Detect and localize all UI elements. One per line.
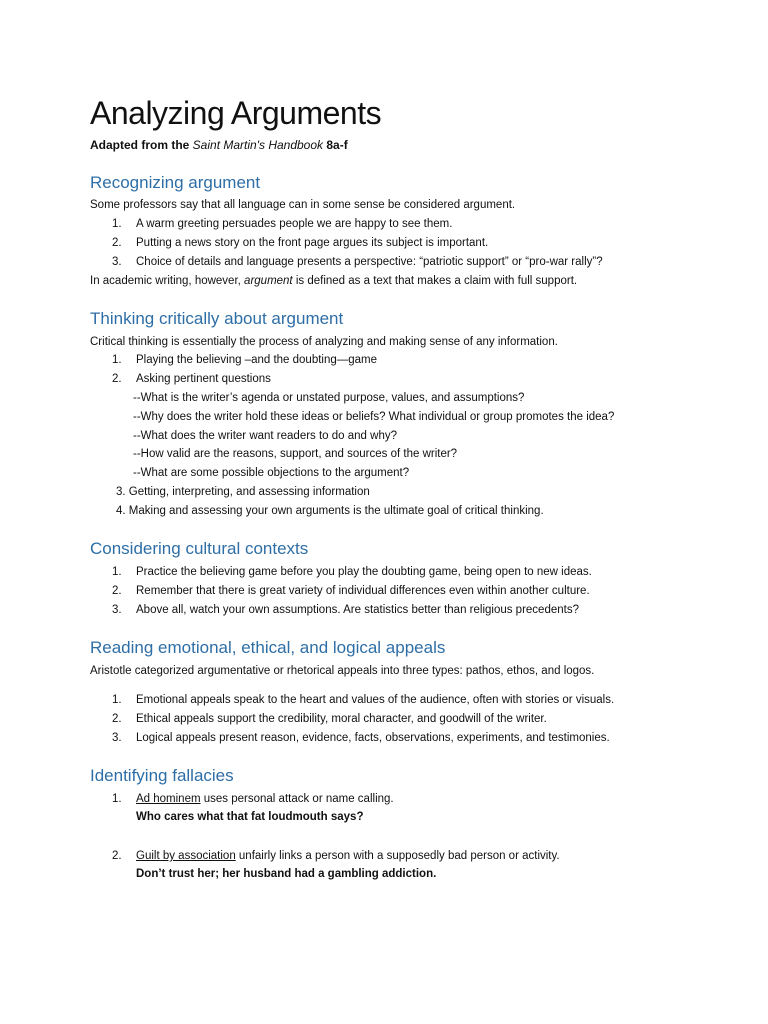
- fallacy-item: [136, 849, 560, 864]
- fallacy-term: Ad hominem: [136, 793, 201, 805]
- list-item: Asking pertinent questions: [136, 373, 271, 385]
- list-number: 1.: [112, 354, 122, 366]
- fallacy-example: Who cares what that fat loudmouth says?: [136, 811, 364, 823]
- recognizing-closing: [90, 274, 577, 289]
- list-number: 1.: [112, 793, 122, 805]
- list-item: Logical appeals present reason, evidence, facts, observations, experiments, and testimonies.: [136, 732, 610, 744]
- list-number: 2.: [112, 713, 122, 725]
- list-number: 1.: [112, 218, 122, 230]
- list-item: Emotional appeals speak to the heart and values of the audience, often with stories or visuals.: [136, 694, 615, 706]
- appeals-intro: Aristotle categorized argumentative or rhetorical appeals into three types: pathos, ethos, and logos.: [90, 665, 595, 677]
- heading-fallacies: Identifying fallacies: [90, 766, 234, 785]
- list-number: 2.: [112, 373, 122, 385]
- closing-before: In academic writing, however,: [90, 275, 245, 287]
- list-item: Ethical appeals support the credibility, moral character, and goodwill of the writer.: [136, 713, 547, 725]
- heading-thinking: Thinking critically about argument: [90, 309, 344, 328]
- question-item: --What does the writer want readers to do and why?: [133, 430, 397, 442]
- fallacy-term: Guilt by association: [136, 850, 236, 862]
- fallacy-item: [136, 792, 394, 807]
- list-item: A warm greeting persuades people we are happy to see them.: [136, 218, 453, 230]
- fallacy-desc: unfairly links a person with a supposedly bad person or activity.: [235, 850, 560, 862]
- heading-appeals: Reading emotional, ethical, and logical appeals: [90, 638, 446, 657]
- list-number: 1.: [112, 566, 122, 578]
- list-item: Practice the believing game before you play the doubting game, being open to new ideas.: [136, 566, 592, 578]
- page-title: Analyzing Arguments: [90, 95, 382, 131]
- heading-recognizing: Recognizing argument: [90, 173, 261, 192]
- fallacy-desc: uses personal attack or name calling.: [200, 793, 394, 805]
- list-number: 3.: [112, 256, 122, 268]
- fallacy-example: Don’t trust her; her husband had a gambling addiction.: [136, 868, 437, 880]
- thinking-intro: Critical thinking is essentially the process of analyzing and making sense of any information.: [90, 336, 558, 348]
- list-item: Putting a news story on the front page argues its subject is important.: [136, 237, 489, 249]
- list-number: 3.: [112, 604, 122, 616]
- closing-term: argument: [244, 275, 293, 287]
- list-item: 3. Getting, interpreting, and assessing information: [116, 486, 370, 498]
- list-item: 4. Making and assessing your own arguments is the ultimate goal of critical thinking.: [116, 505, 544, 517]
- list-item: Above all, watch your own assumptions. Are statistics better than religious precedents?: [136, 604, 579, 616]
- source-line: [90, 138, 348, 152]
- list-number: 2.: [112, 850, 122, 862]
- closing-after: is defined as a text that makes a claim with full support.: [292, 275, 578, 287]
- source-prefix: Adapted from the: [90, 138, 193, 152]
- list-number: 1.: [112, 694, 122, 706]
- question-item: --What are some possible objections to the argument?: [133, 467, 410, 479]
- recognizing-intro: Some professors say that all language can in some sense be considered argument.: [90, 199, 516, 211]
- question-item: --Why does the writer hold these ideas or beliefs? What individual or group promotes the idea?: [133, 411, 615, 423]
- question-item: --How valid are the reasons, support, and sources of the writer?: [133, 448, 458, 460]
- source-book: Saint Martin's Handbook: [192, 138, 324, 152]
- list-item: Playing the believing –and the doubting—game: [136, 354, 378, 366]
- list-item: Remember that there is great variety of individual differences even within another culture.: [136, 585, 590, 597]
- list-number: 2.: [112, 237, 122, 249]
- list-number: 2.: [112, 585, 122, 597]
- list-item: Choice of details and language presents a perspective: “patriotic support” or “pro-war rally”?: [136, 256, 603, 268]
- heading-cultural: Considering cultural contexts: [90, 539, 309, 558]
- question-item: --What is the writer’s agenda or unstated purpose, values, and assumptions?: [133, 392, 525, 404]
- list-number: 3.: [112, 732, 122, 744]
- source-suffix: 8a-f: [323, 138, 348, 152]
